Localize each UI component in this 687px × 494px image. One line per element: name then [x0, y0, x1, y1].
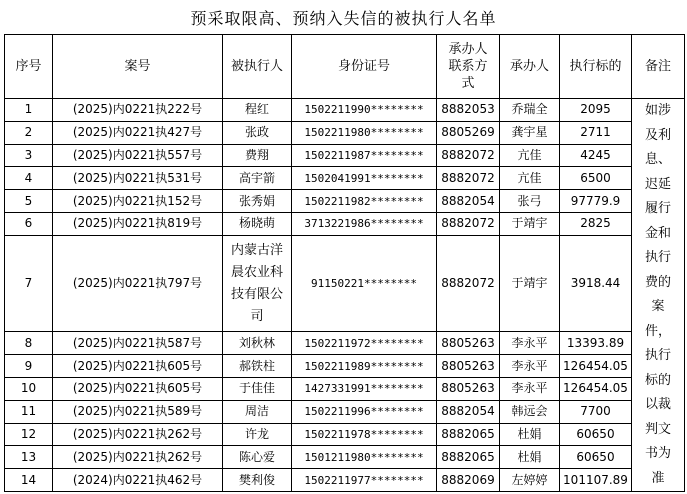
remark-text: 如涉及利息、迟延履行金和执行费的案件，执行标的以裁判文书为准: [645, 103, 672, 486]
cell-handler: 杜娟: [500, 423, 560, 446]
header-amount: 执行标的: [560, 35, 632, 99]
cell-amount: 4245: [560, 144, 632, 167]
cell-id-no: 1502211987********: [292, 144, 437, 167]
cell-id-no: 1502211977********: [292, 469, 437, 492]
cell-id-no: 1502211982********: [292, 190, 437, 213]
cell-seq: 3: [5, 144, 53, 167]
cell-handler: 韩远会: [500, 400, 560, 423]
cell-id-no: 1502211990********: [292, 99, 437, 122]
cell-contact: 8882072: [437, 212, 500, 235]
header-remark: 备注: [632, 35, 685, 99]
cell-seq: 8: [5, 332, 53, 355]
cell-id-no: 1502211996********: [292, 400, 437, 423]
cell-handler: 亢佳: [500, 167, 560, 190]
header-handler: 承办人: [500, 35, 560, 99]
executee-table: [4, 34, 685, 492]
cell-handler: 于靖宇: [500, 235, 560, 332]
cell-executee: 樊利俊: [223, 469, 292, 492]
cell-case-no: (2025)内0221执605号: [53, 377, 223, 400]
cell-contact: 8805269: [437, 121, 500, 144]
cell-id-no: 1502211980********: [292, 121, 437, 144]
table-row: [5, 400, 685, 423]
cell-contact: 8882072: [437, 235, 500, 332]
table-row: [5, 212, 685, 235]
cell-amount: 2095: [560, 99, 632, 122]
cell-case-no: (2025)内0221执262号: [53, 446, 223, 469]
cell-executee: 费翔: [223, 144, 292, 167]
table-row: [5, 446, 685, 469]
cell-executee: 张政: [223, 121, 292, 144]
cell-amount: 3918.44: [560, 235, 632, 332]
cell-contact: 8882069: [437, 469, 500, 492]
table-row: [5, 167, 685, 190]
cell-handler: 杜娟: [500, 446, 560, 469]
cell-executee: 郝铁柱: [223, 355, 292, 378]
cell-case-no: (2025)内0221执589号: [53, 400, 223, 423]
cell-id-no: 3713221986********: [292, 212, 437, 235]
table-row: [5, 332, 685, 355]
cell-seq: 14: [5, 469, 53, 492]
cell-contact: 8805263: [437, 377, 500, 400]
cell-handler: 李永平: [500, 332, 560, 355]
cell-seq: 12: [5, 423, 53, 446]
cell-id-no: 1502041991********: [292, 167, 437, 190]
cell-amount: 2825: [560, 212, 632, 235]
header-seq: 序号: [5, 35, 53, 99]
cell-contact: 8882072: [437, 144, 500, 167]
table-row: [5, 423, 685, 446]
cell-seq: 1: [5, 99, 53, 122]
table-row: [5, 469, 685, 492]
cell-amount: 6500: [560, 167, 632, 190]
cell-case-no: (2025)内0221执797号: [53, 235, 223, 332]
cell-id-no: 1502211989********: [292, 355, 437, 378]
cell-case-no: (2025)内0221执262号: [53, 423, 223, 446]
cell-contact: 8882054: [437, 190, 500, 213]
cell-amount: 60650: [560, 446, 632, 469]
header-contact-label: 承办人联系方式: [448, 42, 488, 91]
cell-seq: 13: [5, 446, 53, 469]
cell-case-no: (2025)内0221执605号: [53, 355, 223, 378]
cell-id-no: 1501211980********: [292, 446, 437, 469]
table-row: [5, 99, 685, 122]
cell-amount: 60650: [560, 423, 632, 446]
cell-contact: 8882065: [437, 423, 500, 446]
table-row: [5, 121, 685, 144]
cell-case-no: (2025)内0221执557号: [53, 144, 223, 167]
cell-contact: 8882054: [437, 400, 500, 423]
cell-executee: 程红: [223, 99, 292, 122]
cell-executee: 陈心爱: [223, 446, 292, 469]
cell-executee: 于佳佳: [223, 377, 292, 400]
cell-handler: 左婷婷: [500, 469, 560, 492]
cell-seq: 5: [5, 190, 53, 213]
cell-seq: 11: [5, 400, 53, 423]
cell-id-no: 91150221********: [292, 235, 437, 332]
cell-id-no: 1502211972********: [292, 332, 437, 355]
cell-contact: 8805263: [437, 355, 500, 378]
cell-executee: 高宇箭: [223, 167, 292, 190]
cell-handler: 李永平: [500, 355, 560, 378]
header-case-no: 案号: [53, 35, 223, 99]
cell-case-no: (2025)内0221执531号: [53, 167, 223, 190]
cell-case-no: (2025)内0221执427号: [53, 121, 223, 144]
table-row: [5, 355, 685, 378]
cell-contact: 8882065: [437, 446, 500, 469]
cell-seq: 6: [5, 212, 53, 235]
cell-case-no: (2025)内0221执819号: [53, 212, 223, 235]
cell-executee: [223, 235, 292, 332]
cell-handler: 乔瑞全: [500, 99, 560, 122]
cell-case-no: (2025)内0221执587号: [53, 332, 223, 355]
cell-executee: 刘秋林: [223, 332, 292, 355]
cell-case-no: (2024)内0221执462号: [53, 469, 223, 492]
table-row: [5, 144, 685, 167]
cell-contact: 8882072: [437, 167, 500, 190]
table-header-row: [5, 35, 685, 99]
cell-handler: 亢佳: [500, 144, 560, 167]
cell-handler: 龚宇星: [500, 121, 560, 144]
cell-seq: 9: [5, 355, 53, 378]
remark-note: [632, 99, 685, 492]
cell-case-no: (2025)内0221执152号: [53, 190, 223, 213]
cell-seq: 10: [5, 377, 53, 400]
cell-case-no: (2025)内0221执222号: [53, 99, 223, 122]
cell-executee: 许龙: [223, 423, 292, 446]
cell-amount: 13393.89: [560, 332, 632, 355]
cell-seq: 2: [5, 121, 53, 144]
cell-executee: 张秀娟: [223, 190, 292, 213]
cell-amount: 126454.05: [560, 377, 632, 400]
header-executee: 被执行人: [223, 35, 292, 99]
table-row: [5, 190, 685, 213]
cell-amount: 2711: [560, 121, 632, 144]
cell-amount: 126454.05: [560, 355, 632, 378]
page-title: 预采取限高、预纳入失信的被执行人名单: [190, 8, 497, 28]
cell-handler: 张弓: [500, 190, 560, 213]
cell-contact: 8882053: [437, 99, 500, 122]
cell-amount: 101107.89: [560, 469, 632, 492]
table-row: [5, 377, 685, 400]
cell-executee: 周洁: [223, 400, 292, 423]
table-row: [5, 235, 685, 332]
cell-amount: 97779.9: [560, 190, 632, 213]
cell-amount: 7700: [560, 400, 632, 423]
cell-executee: 杨晓萌: [223, 212, 292, 235]
cell-id-no: 1427331991********: [292, 377, 437, 400]
cell-handler: 李永平: [500, 377, 560, 400]
cell-executee-label: 内蒙古洋晨农业科技有限公司: [230, 242, 283, 324]
cell-seq: 4: [5, 167, 53, 190]
cell-id-no: 1502211978********: [292, 423, 437, 446]
cell-seq: 7: [5, 235, 53, 332]
cell-contact: 8805263: [437, 332, 500, 355]
header-id-no: 身份证号: [292, 35, 437, 99]
header-contact: [437, 35, 500, 99]
cell-handler: 于靖宇: [500, 212, 560, 235]
